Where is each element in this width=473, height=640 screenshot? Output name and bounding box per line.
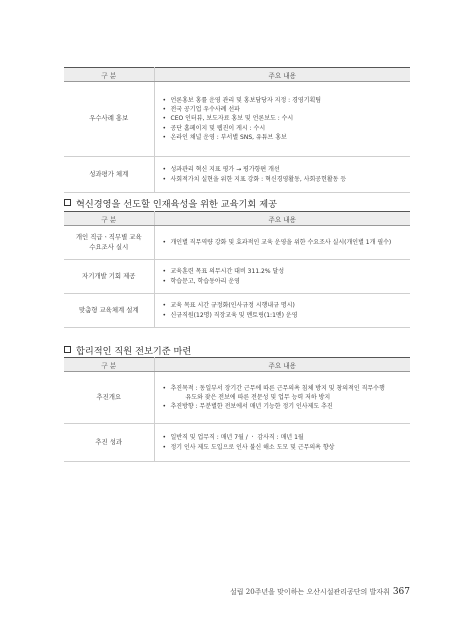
list-item: • 사회적가치 실현을 위한 지표 강화 : 혁신경영활동, 사회공헌활동 등 — [163, 175, 405, 184]
content-list — [163, 267, 405, 286]
list-item: • 정기 인사 제도 도입으로 인사 불신 해소 도모 및 근무의욕 향상 — [163, 443, 405, 452]
header-category: 구 분 — [64, 358, 154, 372]
checkbox-square-icon — [64, 199, 71, 206]
list-item: • 신규직원(12명) 직장교육 및 멘토링(1:1멘) 운영 — [163, 311, 405, 320]
header-content: 주요 내용 — [154, 358, 410, 372]
content-list — [163, 301, 405, 320]
table-row — [64, 294, 410, 328]
table-header — [64, 212, 410, 226]
content-list — [163, 238, 405, 247]
list-item: • 전국 공기업 우수사례 선파 — [163, 105, 405, 114]
section-title: 합리적인 직원 전보기준 마련 — [76, 346, 192, 357]
checkbox-square-icon — [64, 346, 71, 353]
table-row — [64, 372, 410, 424]
list-item-continued: 유도와 잦은 전보에 따른 전문성 및 업무 능력 저하 방지 — [185, 393, 331, 401]
content-list — [163, 96, 405, 142]
section-heading — [64, 343, 191, 357]
row-label: 추진개요 — [64, 372, 154, 424]
row-label: 추진 성과 — [64, 424, 154, 462]
table-row — [64, 424, 410, 462]
row-label: 자기개발 기회 제공 — [64, 260, 154, 294]
table-row — [64, 260, 410, 294]
section-heading — [64, 196, 277, 210]
section-title: 혁신경영을 선도할 인재육성을 위한 교육기회 제공 — [76, 199, 277, 210]
list-item: • CEO 인터뷰, 보도자료 홍보 및 언론보도 : 수시 — [163, 114, 405, 123]
table-performance — [64, 67, 410, 193]
list-item: • 추진방향 : 무분별한 전보에서 매년 기능한 정기 인사제도 추진 — [163, 402, 405, 411]
header-category: 구 분 — [64, 212, 154, 226]
header-content: 주요 내용 — [154, 212, 410, 226]
table-transfer — [64, 357, 410, 462]
content-list — [163, 165, 405, 184]
list-item: • 언론홍보 홍률 운영 관리 및 홍보담당자 지정 : 경영기획팀 — [163, 96, 405, 105]
list-item: • 추진목적 : 동일부서 장기간 근무에 따른 근무의욕 침체 방지 및 창의적인 직무수행 — [163, 384, 405, 393]
header-content: 주요 내용 — [154, 68, 410, 82]
page-footer — [230, 587, 410, 597]
list-item: • 학습문고, 학습동아리 운영 — [163, 277, 405, 286]
list-item: • 교육 목표 시간 규정화(인사규정 시행내규 명시) — [163, 301, 405, 310]
list-item: • 성과관리 혁신 지표 평가 → 평가항편 개선 — [163, 165, 405, 174]
list-item: • 온라인 채널 운영 : 부서별 SNS, 유튜브 홍보 — [163, 133, 405, 142]
content-list — [163, 433, 405, 452]
row-label: 우수사례 홍보 — [64, 82, 154, 157]
row-label: 맞춤형 교육체계 설계 — [64, 294, 154, 328]
list-item: • 교육훈련 목표 의무시간 대비 311.2% 달성 — [163, 267, 405, 276]
list-item: • 공단 홈페이지 및 웹진이 게시 : 수시 — [163, 124, 405, 133]
page-number: 367 — [392, 587, 410, 597]
row-label: 성과평가 체계 — [64, 157, 154, 193]
footer-title: 설립 20주년을 맞이하는 오산시설관리공단의 발자취 — [230, 588, 390, 596]
list-item: • 일반직 및 업무직 : 매년 7월 / ㆍ 감사직 : 매년 1월 — [163, 433, 405, 442]
table-education — [64, 211, 410, 328]
table-row — [64, 226, 410, 260]
header-category: 구 분 — [64, 68, 154, 82]
table-row — [64, 82, 410, 157]
table-header — [64, 68, 410, 82]
list-item: • 개인별 직무역량 강화 및 효과적인 교육 운영을 위한 수요조사 실시(개인별 1개 필수) — [163, 238, 405, 247]
table-row — [64, 157, 410, 193]
content-list — [163, 384, 405, 412]
row-label: 개인 직급ㆍ직무별 교육 수요조사 실시 — [64, 226, 154, 260]
table-header — [64, 358, 410, 372]
